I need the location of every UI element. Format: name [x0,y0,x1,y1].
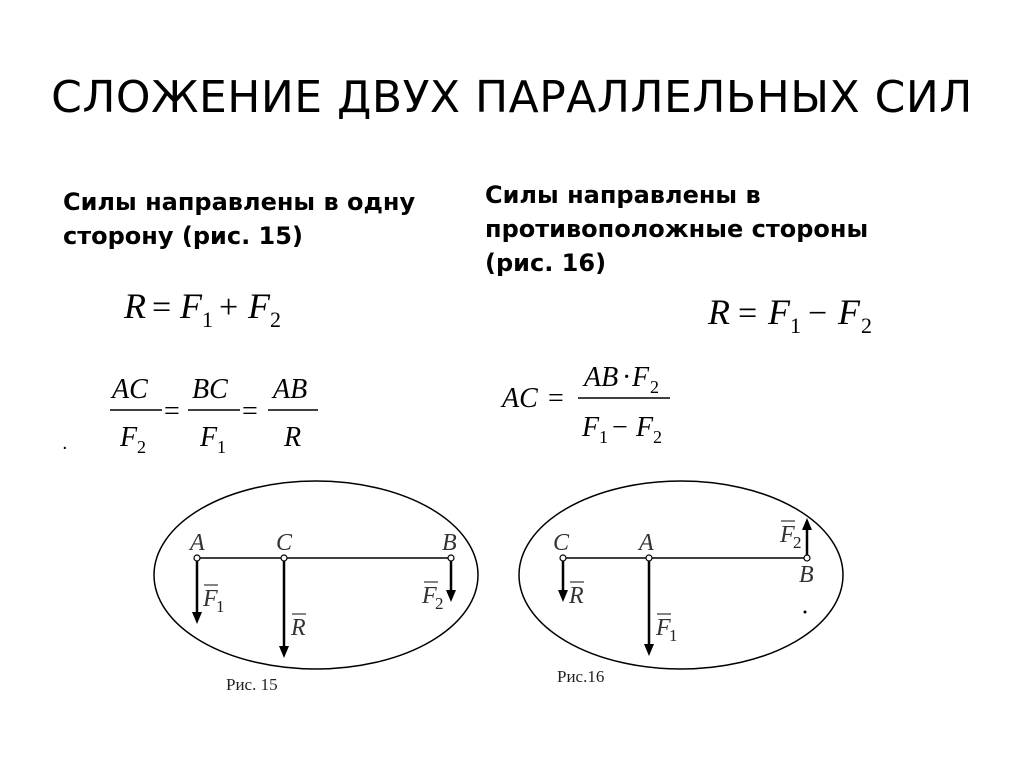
right-heading-line-1: Силы направлены в [485,181,761,209]
ratio-num-ac: AC [112,374,148,405]
fig16-force-r-head [558,590,568,602]
ac-num-sub2: 2 [650,377,659,397]
fig16-force-f1-head [644,644,654,656]
fig15-label-f1-sub: 1 [216,597,225,616]
left-heading-line-1: Силы направлены в одну [63,188,416,216]
formula-sum-plus: + [219,289,239,326]
ac-eq: = [548,383,564,414]
formula-sum-sub2: 2 [270,307,281,332]
bullet-dot: . [62,432,68,454]
ratio-eq-1: = [164,396,180,427]
ratio-den-f-2: F [200,422,218,453]
formula-diff-f1: F [768,292,790,332]
fig15-label-f2: F [422,583,437,609]
fig16-force-f2-head [802,518,812,530]
right-heading-line-2: противоположные стороны [485,215,869,243]
fig16-label-r: R [569,583,584,609]
fig16-stray-dot [804,611,807,614]
formula-ratio [108,368,328,463]
right-heading [485,178,868,280]
ratio-den-sub2: 2 [137,437,146,457]
ac-den-minus: − [612,412,628,443]
ac-den-sub1: 1 [599,427,608,447]
fig15-label-a: A [190,530,205,556]
fig16-label-f2: F [780,522,795,548]
formula-sum [120,284,320,334]
fig15-force-f2-head [446,590,456,602]
fig15-label-r: R [291,615,306,641]
formula-sum-f2: F [248,286,270,326]
fig15-label-c: C [276,530,293,556]
formula-diff-sub1: 1 [790,313,801,338]
ac-den-sub2: 2 [653,427,662,447]
fig15-label-b: B [442,530,457,556]
formula-diff-sub2: 2 [861,313,872,338]
slide-title: СЛОЖЕНИЕ ДВУХ ПАРАЛЛЕЛЬНЫХ СИЛ [51,72,973,123]
ratio-num-bc: BC [192,374,228,405]
formula-sum-eq: = [152,289,172,326]
formula-ac [498,360,698,455]
fig16-point-b-marker [804,555,810,561]
fig16-label-f2-sub: 2 [793,533,802,552]
formula-sum-sub1: 1 [202,307,213,332]
ratio-den-r: R [284,422,302,453]
formula-diff-r: R [708,292,730,332]
left-heading-line-2: сторону (рис. 15) [63,222,303,250]
fig16-label-c: C [553,530,570,556]
formula-diff-eq: = [738,295,758,332]
fig16-label-f1-sub: 1 [669,626,678,645]
fig16-label-f1: F [656,615,671,641]
ac-den-f2: F [636,412,654,443]
formula-diff-minus: − [808,295,828,332]
ratio-num-ab: AB [273,374,308,405]
ac-num-f: F [632,362,650,393]
figure-15 [150,478,490,708]
fig15-label-f1: F [203,586,218,612]
ac-num-ab: AB [584,362,619,393]
ratio-eq-2: = [242,396,258,427]
fig15-force-f1-head [192,612,202,624]
ac-den-f1: F [582,412,600,443]
fig15-label-f2-sub: 2 [435,594,444,613]
right-heading-line-3: (рис. 16) [485,249,607,277]
fig15-caption: Рис. 15 [226,675,278,694]
left-heading [63,185,415,253]
ratio-den-f: F [120,422,138,453]
formula-diff [704,290,904,340]
fig16-caption: Рис.16 [557,667,605,686]
formula-diff-f2: F [838,292,860,332]
ratio-den-sub1: 1 [217,437,226,457]
fig16-label-b: B [799,562,814,588]
fig16-ellipse [519,481,843,669]
formula-sum-f1: F [180,286,202,326]
ac-num-dot: · [622,362,632,393]
fig15-ellipse [154,481,478,669]
formula-sum-r: R [124,286,146,326]
fig15-force-r-head [279,646,289,658]
fig16-label-a: A [639,530,654,556]
figure-16 [515,478,855,708]
ac-lhs: AC [502,383,538,414]
